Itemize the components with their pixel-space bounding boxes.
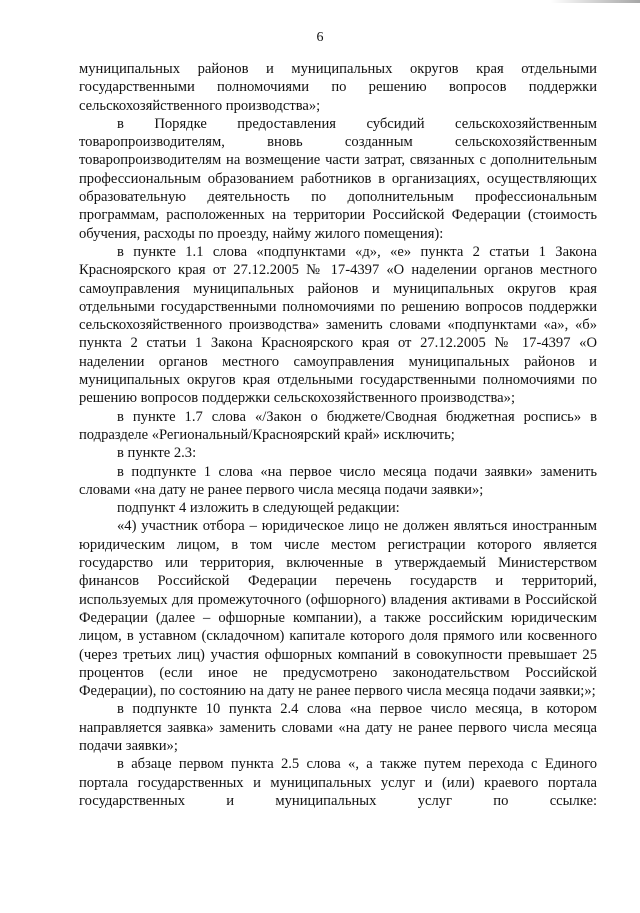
paragraph-subitem-4-intro: подпункт 4 изложить в следующей редакции: bbox=[117, 500, 400, 517]
paragraph-subitem-1: в подпункте 1 слова «на первое число месяца подачи заявки» заменить словами «на дату не ранее первого числа месяца подачи заявки»; bbox=[79, 463, 597, 498]
paragraph-subitem-4-text: «4) участник отбора – юридическое лицо не должен являться иностранным юридическим лицом, в том числе местом регистрации которого является государство или территория, включенные в утверждаемый Министерством финансов Российской Федерации перечень государств и территорий, используемых для промежуточного (офшорного) владения активами в Российской Федерации (далее – офшорные компании), а также российским юридическим лицом, в уставном (складочном) капитале которого доля прямого или косвенного (через третьих лиц) участия офшорных компаний в совокупности превышает 25 процентов (если иное не предусмотрено законодательством Российской Федерации), по состоянию на дату не ранее первого числа месяца подачи заявки;»; bbox=[79, 518, 597, 700]
paragraph-item-2-4: в подпункте 10 пункта 2.4 слова «на первое число месяца, в котором направляется заявка» заменить словами «на дату не ранее первого числа месяца подачи заявки»; bbox=[79, 701, 597, 754]
paragraph-item-1-1: в пункте 1.1 слова «подпунктами «д», «е» пункта 2 статьи 1 Закона Красноярского края от 27.12.2005 № 17-4397 «О наделении органов местного самоуправления муниципальных районов и муниципальных округов края отдельными государственными полномочиями по решению вопросов поддержки сельскохозяйственного производства» заменить словами «подпунктами «а», «б» пункта 2 статьи 1 Закона Красноярского края от 27.12.2005 № 17-4397 «О наделении органов местного самоуправления муниципальных районов и муниципальных округов края отдельными государственными полномочиями по решению вопросов поддержки сельскохозяйственного производства»; bbox=[79, 243, 597, 407]
paragraph-item-1-7: в пункте 1.7 слова «/Закон о бюджете/Сводная бюджетная роспись» в подразделе «Региональный/Красноярский край» исключить; bbox=[79, 408, 597, 443]
page-number: 6 bbox=[316, 30, 324, 45]
paragraph-item-2-5: в абзаце первом пункта 2.5 слова «, а также путем перехода с Единого портала государственных и муниципальных услуг и (или) краевого портала государственных и муниципальных услуг по ссылке: bbox=[79, 756, 597, 809]
document-body bbox=[79, 60, 597, 810]
paragraph-continuation: муниципальных районов и муниципальных округов края отдельными государственными полномочиями по решению вопросов поддержки сельскохозяйственного производства»; bbox=[79, 61, 597, 114]
paragraph-item-2-3: в пункте 2.3: bbox=[117, 445, 197, 462]
scan-edge-mark bbox=[550, 0, 640, 3]
paragraph-procedure-heading: в Порядке предоставления субсидий сельскохозяйственным товаропроизводителям, вновь созданным сельскохозяйственным товаропроизводителям на возмещение части затрат, связанных с дополнительным профессиональным образованием работников в организациях, осуществляющих образовательную деятельность по дополнительным профессиональным программам, расположенных на территории Российской Федерации (стоимость обучения, расходы по проезду, найму жилого помещения): bbox=[79, 115, 597, 242]
